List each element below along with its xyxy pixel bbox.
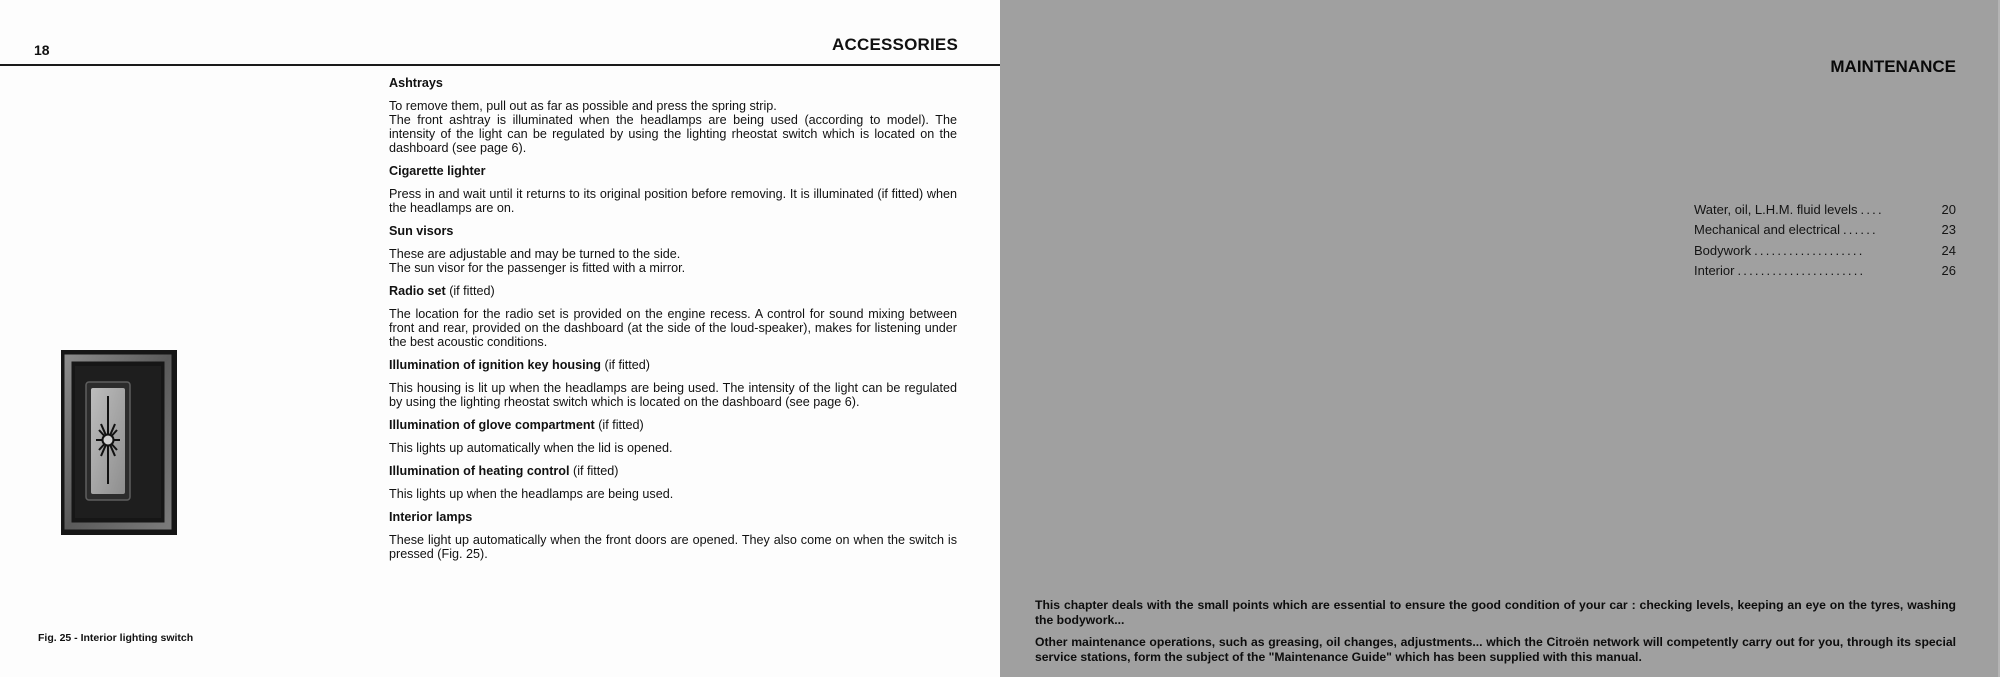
toc-entry[interactable] bbox=[1694, 220, 1956, 241]
section-body bbox=[389, 533, 957, 561]
toc-label: Water, oil, L.H.M. fluid levels bbox=[1694, 201, 1858, 217]
toc-leader-dots: .... bbox=[1860, 201, 1884, 217]
section-heading bbox=[389, 164, 957, 178]
section-radio-set bbox=[389, 284, 957, 349]
header-rule bbox=[0, 64, 1000, 66]
toc-entry[interactable] bbox=[1694, 199, 1956, 220]
section-heating-control bbox=[389, 464, 957, 501]
section-sun-visors bbox=[389, 224, 957, 275]
heading-text: Radio set bbox=[389, 284, 446, 298]
section-heading bbox=[389, 224, 957, 238]
toc-entry[interactable] bbox=[1694, 240, 1956, 261]
section-heading bbox=[389, 284, 957, 298]
section-ignition-key-housing bbox=[389, 358, 957, 409]
section-body bbox=[389, 99, 957, 155]
section-body bbox=[389, 381, 957, 409]
paragraph: The front ashtray is illuminated when the headlamps are being used (according to model). The intensity of the light can be regulated by using the lighting rheostat switch which is located on the dashboard (see page 6). bbox=[389, 113, 957, 155]
heading-text: Ashtrays bbox=[389, 76, 443, 90]
heading-qualifier: (if fitted) bbox=[604, 358, 650, 372]
toc-page-number: 20 bbox=[1941, 201, 1956, 217]
toc-entry[interactable] bbox=[1694, 261, 1956, 282]
toc-leader-dots: ...... bbox=[1842, 222, 1878, 238]
accessories-content bbox=[389, 76, 957, 570]
page-number: 18 bbox=[34, 42, 50, 58]
toc-leader-dots: ................... bbox=[1754, 242, 1865, 258]
heading-text: Illumination of heating control bbox=[389, 464, 570, 478]
heading-text: Sun visors bbox=[389, 224, 454, 238]
paragraph: This lights up automatically when the lid is opened. bbox=[389, 441, 673, 455]
section-body bbox=[389, 441, 957, 455]
chapter-title-maintenance: MAINTENANCE bbox=[1830, 57, 1956, 76]
heading-text: Cigarette lighter bbox=[389, 164, 486, 178]
section-body bbox=[389, 487, 957, 501]
toc-label: Bodywork bbox=[1694, 242, 1752, 258]
paragraph: To remove them, pull out as far as possible and press the spring strip. bbox=[389, 99, 777, 113]
paragraph: Press in and wait until it returns to its original position before removing. It is illuminated (if fitted) when the headlamps are on. bbox=[389, 187, 957, 215]
intro-paragraph: Other maintenance operations, such as greasing, oil changes, adjustments... which the Citroën network will competently carry out for you, through its special service stations, form the subject of the "Maintenance Guide" which has been supplied with this manual. bbox=[1035, 635, 1956, 664]
section-body bbox=[389, 187, 957, 215]
heading-qualifier: (if fitted) bbox=[573, 464, 619, 478]
table-of-contents bbox=[1694, 199, 1956, 281]
section-heading bbox=[389, 358, 957, 372]
interior-lighting-switch-icon bbox=[61, 350, 177, 535]
figure-caption: Fig. 25 - Interior lighting switch bbox=[38, 632, 194, 644]
heading-qualifier: (if fitted) bbox=[598, 418, 644, 432]
toc-page-number: 24 bbox=[1941, 242, 1956, 258]
paragraph: The sun visor for the passenger is fitted with a mirror. bbox=[389, 261, 686, 275]
chapter-intro bbox=[1035, 598, 1956, 672]
section-interior-lamps bbox=[389, 510, 957, 561]
toc-page-number: 23 bbox=[1941, 222, 1956, 238]
section-cigarette-lighter bbox=[389, 164, 957, 215]
toc-page-number: 26 bbox=[1941, 263, 1956, 279]
paragraph: This lights up when the headlamps are being used. bbox=[389, 487, 674, 501]
section-body bbox=[389, 247, 957, 275]
section-glove-compartment bbox=[389, 418, 957, 455]
section-heading bbox=[389, 418, 957, 432]
chapter-title-accessories: ACCESSORIES bbox=[832, 35, 958, 54]
section-ashtrays bbox=[389, 76, 957, 155]
right-page bbox=[1000, 0, 1998, 677]
intro-paragraph: This chapter deals with the small points which are essential to ensure the good condition of your car : checking levels, keeping an eye on the tyres, washing the bodywork... bbox=[1035, 598, 1956, 627]
toc-label: Interior bbox=[1694, 263, 1735, 279]
heading-text: Interior lamps bbox=[389, 510, 473, 524]
paragraph: These are adjustable and may be turned to the side. bbox=[389, 247, 681, 261]
paragraph: The location for the radio set is provided on the engine recess. A control for sound mixing between front and rear, provided on the dashboard (at the side of the loud-speaker), makes for listening under the best acoustic conditions. bbox=[389, 307, 957, 349]
paragraph: This housing is lit up when the headlamps are being used. The intensity of the light can be regulated by using the lighting rheostat switch which is located on the dashboard (see page 6). bbox=[389, 381, 957, 409]
section-heading bbox=[389, 76, 957, 90]
paragraph: These light up automatically when the front doors are opened. They also come on when the switch is pressed (Fig. 25). bbox=[389, 533, 957, 561]
toc-leader-dots: ...................... bbox=[1737, 263, 1866, 279]
toc-label: Mechanical and electrical bbox=[1694, 222, 1840, 238]
section-body bbox=[389, 307, 957, 349]
heading-text: Illumination of ignition key housing bbox=[389, 358, 601, 372]
section-heading bbox=[389, 464, 957, 478]
section-heading bbox=[389, 510, 957, 524]
heading-qualifier: (if fitted) bbox=[449, 284, 495, 298]
heading-text: Illumination of glove compartment bbox=[389, 418, 595, 432]
